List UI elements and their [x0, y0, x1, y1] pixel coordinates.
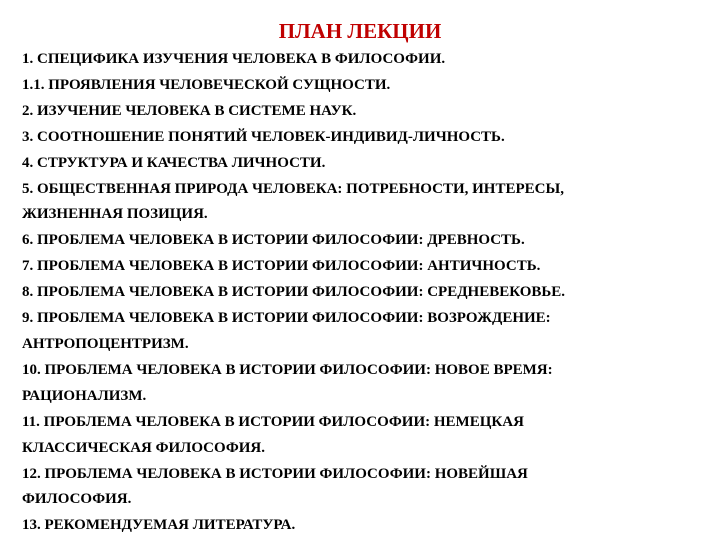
plan-line: ЖИЗНЕННАЯ ПОЗИЦИЯ. — [22, 206, 208, 223]
plan-line: КЛАССИЧЕСКАЯ ФИЛОСОФИЯ. — [22, 439, 266, 456]
plan-line: 4. СТРУКТУРА И КАЧЕСТВА ЛИЧНОСТИ. — [22, 154, 326, 171]
plan-line: 7. ПРОБЛЕМА ЧЕЛОВЕКА В ИСТОРИИ ФИЛОСОФИИ: АНТИЧНОСТЬ. — [22, 258, 541, 275]
plan-line: 10. ПРОБЛЕМА ЧЕЛОВЕКА В ИСТОРИИ ФИЛОСОФИИ: НОВОЕ ВРЕМЯ: — [22, 361, 553, 378]
plan-line: 5. ОБЩЕСТВЕННАЯ ПРИРОДА ЧЕЛОВЕКА: ПОТРЕБНОСТИ, ИНТЕРЕСЫ, — [22, 180, 564, 197]
plan-line: 1. СПЕЦИФИКА ИЗУЧЕНИЯ ЧЕЛОВЕКА В ФИЛОСОФИИ. — [22, 51, 446, 67]
plan-line: 1.1. ПРОЯВЛЕНИЯ ЧЕЛОВЕЧЕСКОЙ СУЩНОСТИ. — [22, 76, 391, 93]
slide-title: ПЛАН ЛЕКЦИИ — [278, 19, 442, 43]
plan-line: РАЦИОНАЛИЗМ. — [22, 387, 147, 404]
plan-line: 12. ПРОБЛЕМА ЧЕЛОВЕКА В ИСТОРИИ ФИЛОСОФИИ: НОВЕЙШАЯ — [22, 465, 528, 482]
plan-line: 13. РЕКОМЕНДУЕМАЯ ЛИТЕРАТУРА. — [22, 517, 296, 534]
plan-line: 2. ИЗУЧЕНИЕ ЧЕЛОВЕКА В СИСТЕМЕ НАУК. — [22, 102, 357, 119]
lecture-plan-list — [22, 47, 712, 539]
plan-line: АНТРОПОЦЕНТРИЗМ. — [22, 335, 189, 352]
plan-line: 6. ПРОБЛЕМА ЧЕЛОВЕКА В ИСТОРИИ ФИЛОСОФИИ: ДРЕВНОСТЬ. — [22, 232, 525, 249]
plan-line: 8. ПРОБЛЕМА ЧЕЛОВЕКА В ИСТОРИИ ФИЛОСОФИИ: СРЕДНЕВЕКОВЬЕ. — [22, 284, 566, 301]
plan-line: ФИЛОСОФИЯ. — [22, 491, 132, 508]
plan-line: 9. ПРОБЛЕМА ЧЕЛОВЕКА В ИСТОРИИ ФИЛОСОФИИ: ВОЗРОЖДЕНИЕ: — [22, 310, 551, 327]
plan-line: 11. ПРОБЛЕМА ЧЕЛОВЕКА В ИСТОРИИ ФИЛОСОФИИ: НЕМЕЦКАЯ — [22, 413, 524, 430]
plan-line: 3. СООТНОШЕНИЕ ПОНЯТИЙ ЧЕЛОВЕК-ИНДИВИД-ЛИЧНОСТЬ. — [22, 128, 505, 145]
